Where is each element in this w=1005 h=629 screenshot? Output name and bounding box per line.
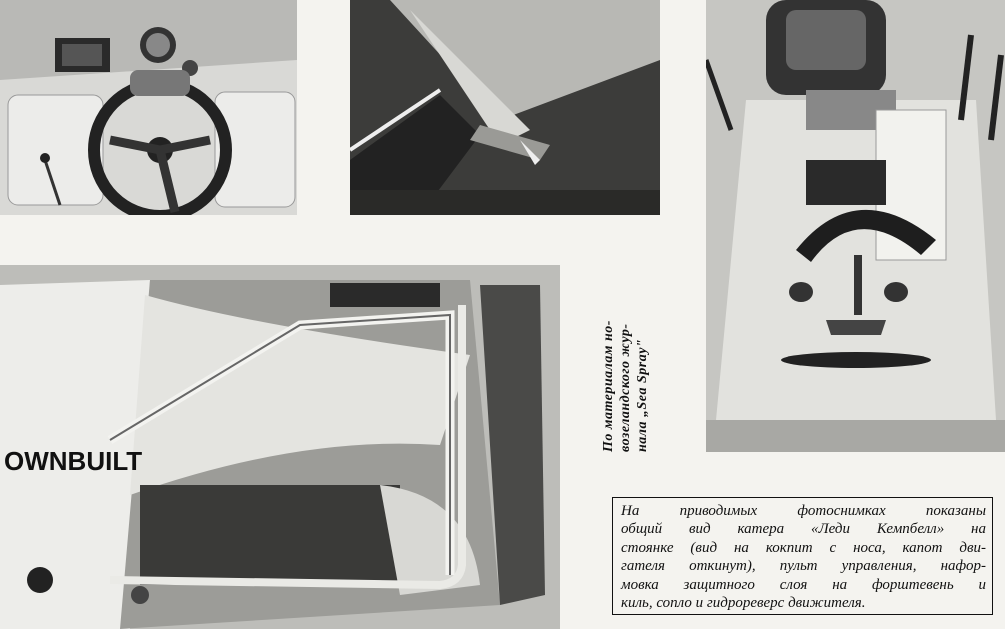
engine-photo [0, 265, 560, 629]
source-note [600, 272, 656, 452]
source-note-line: возеландского жур- [618, 323, 633, 452]
hull-lettering: OWNBUILT [4, 446, 143, 476]
dashboard-photo [0, 0, 297, 215]
source-note-line: По материалам но- [601, 320, 616, 452]
cockpit-photo [706, 0, 1005, 452]
caption-line: На приводимых фотоснимках показаны [621, 503, 986, 519]
caption-line: киль, сопло и гидрореверс движителя. [621, 595, 866, 612]
source-note-line: нала „Sea Spray" [635, 338, 650, 452]
hull-photo [350, 0, 660, 215]
caption-line: мовка защитного слоя на форштевень и [621, 576, 986, 593]
caption-line: общий вид катера «Леди Кемпбелл» на [621, 521, 986, 538]
photo-caption [612, 497, 993, 615]
caption-line: стоянке (вид на кокпит с носа, капот дви- [621, 539, 986, 556]
caption-line: гателя откинут), пульт управления, нафор- [621, 558, 986, 575]
